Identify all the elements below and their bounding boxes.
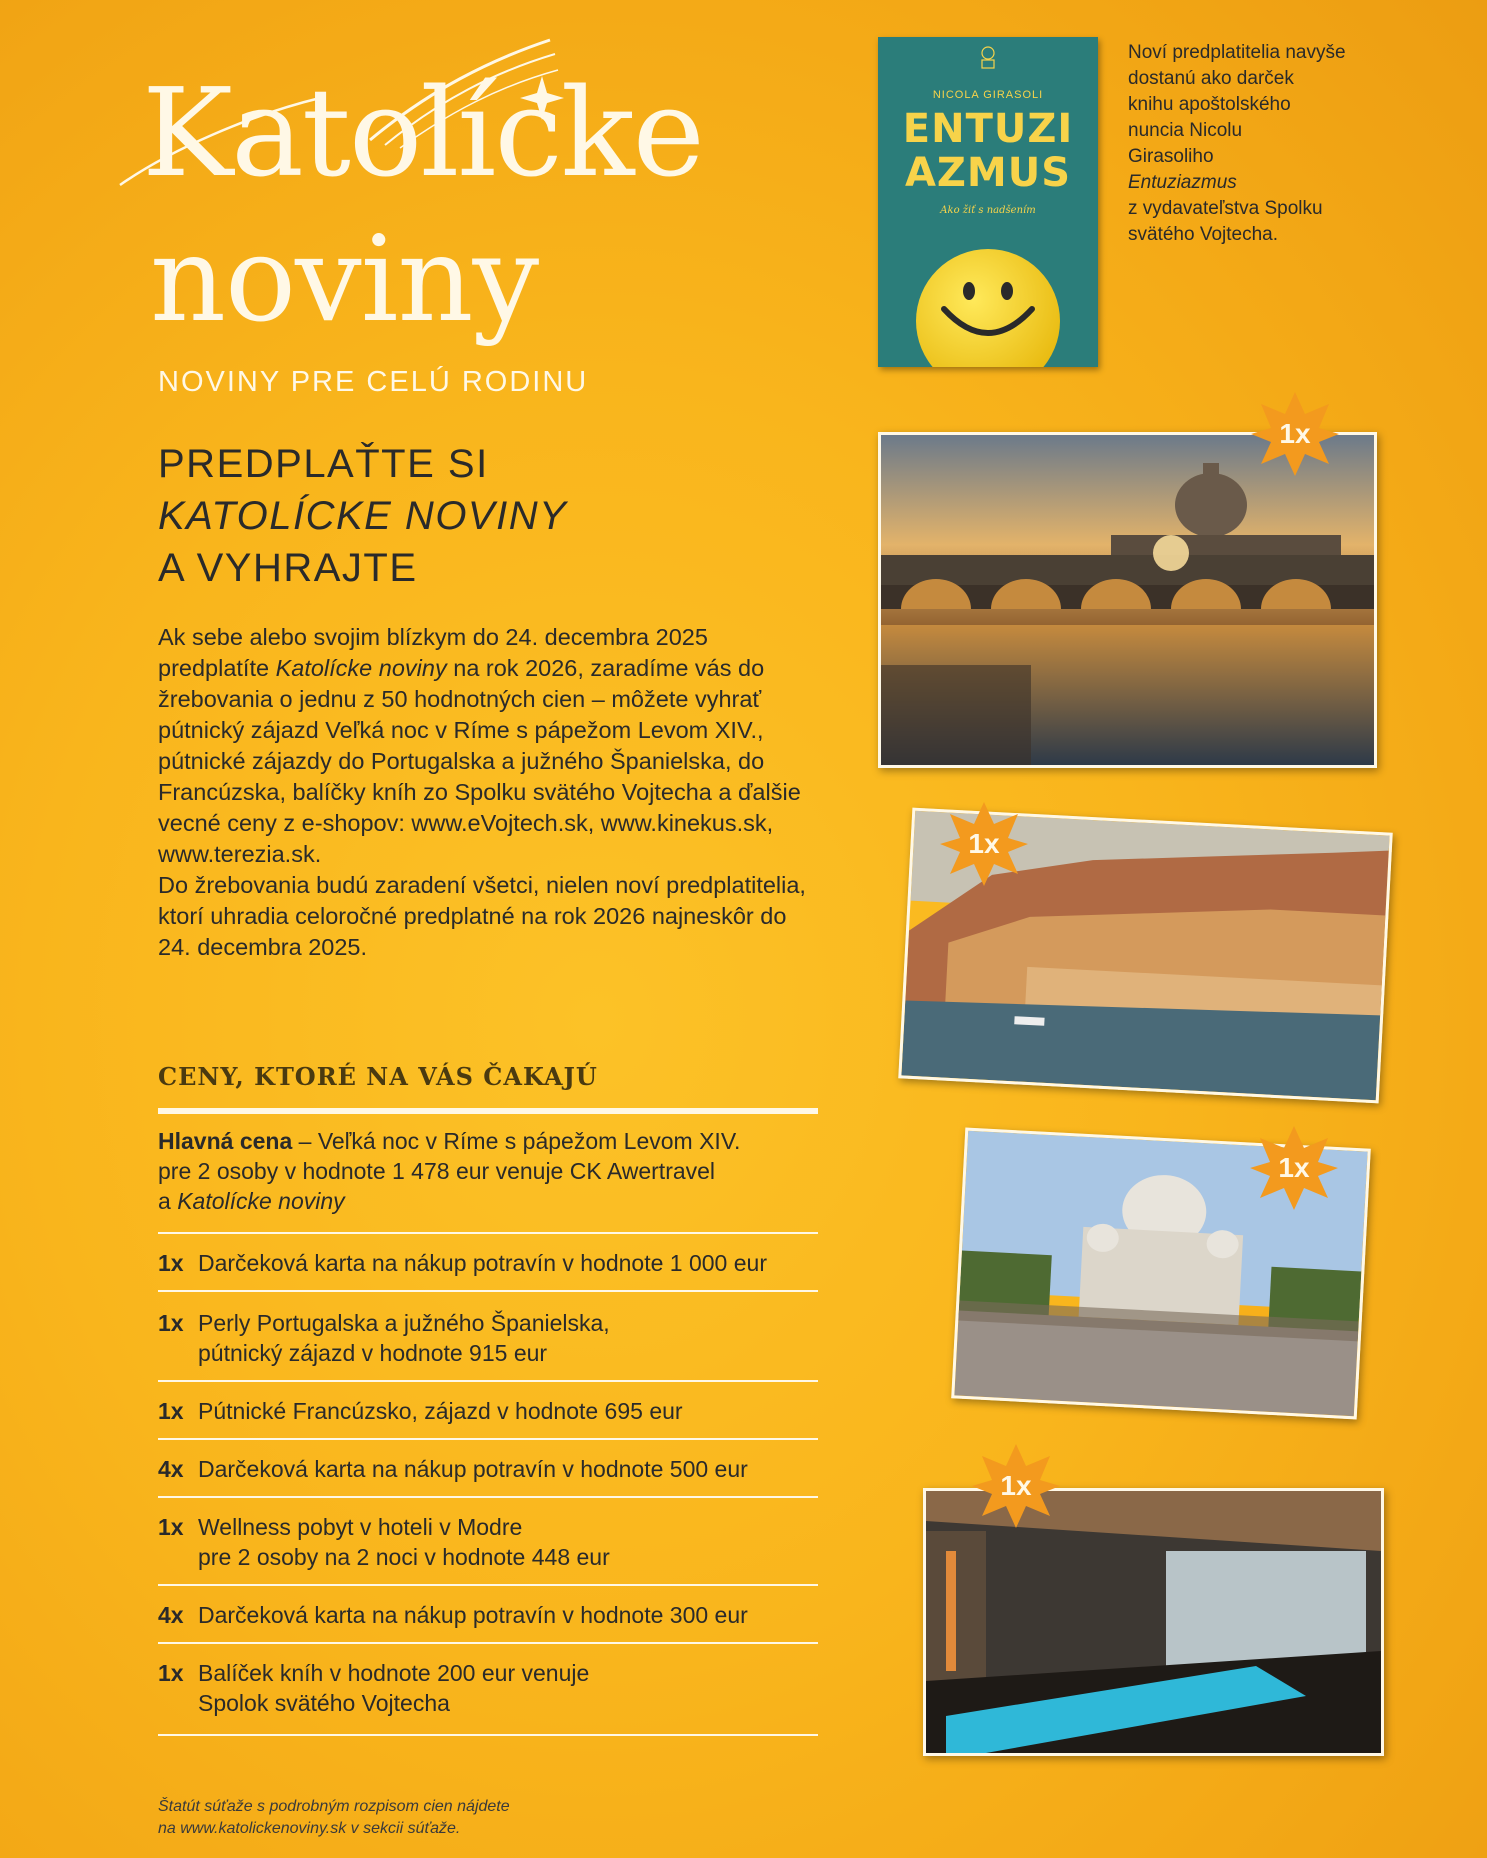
quantity-badge-porto (940, 800, 1028, 888)
masthead-title-line1: Katolícke (142, 62, 703, 204)
prize-text: Perly Portugalska a južného Španielska, (198, 1310, 610, 1336)
book-caption-line5b: Entuziazmus (1128, 172, 1237, 193)
prize-text: Pútnické Francúzsko, zájazd v hodnote 695 eur (198, 1398, 683, 1424)
prize-item (158, 1440, 818, 1498)
footnote-line1: Štatút súťaže s podrobným rozpisom cien nájdete (158, 1798, 510, 1815)
prize-list (158, 1126, 818, 1736)
headline-line2: KATOLÍCKE NOVINY (158, 494, 568, 538)
prize-text-2: pre 2 osoby na 2 noci v hodnote 448 eur (198, 1544, 610, 1570)
footnote-line2: na www.katolickenoviny.sk v sekcii súťaže. (158, 1820, 461, 1837)
book-caption-line5 (1128, 144, 1368, 196)
badge-label: 1x (1000, 1470, 1032, 1501)
prize-qty: 4x (158, 1456, 184, 1482)
prize-item (158, 1644, 818, 1736)
headline-line3: A VYHRAJTE (158, 546, 418, 590)
book-title-line2: AZMUS (904, 150, 1072, 196)
book-cover (878, 37, 1098, 367)
quantity-badge-rome (1251, 390, 1339, 478)
prize-qty: 4x (158, 1602, 184, 1628)
intro-text (158, 622, 818, 963)
prize-qty: 1x (158, 1398, 184, 1424)
book-caption-line7: svätého Vojtecha. (1128, 224, 1278, 245)
prize-text-2: Spolok svätého Vojtecha (198, 1690, 450, 1716)
prize-item (158, 1234, 818, 1292)
main-prize-text-1: – Veľká noc v Ríme s pápežom Levom XIV. (292, 1128, 741, 1154)
prize-qty: 1x (158, 1514, 184, 1540)
prize-qty: 1x (158, 1250, 184, 1276)
prize-text: Darčeková karta na nákup potravín v hodnote 1 000 eur (198, 1250, 767, 1276)
quantity-badge-wellness (972, 1442, 1060, 1530)
quantity-badge-paris (1250, 1124, 1338, 1212)
headline (158, 438, 758, 594)
book-title (878, 107, 1098, 195)
badge-label: 1x (1278, 1152, 1310, 1183)
prize-item (158, 1498, 818, 1586)
book-caption-line1: Noví predplatitelia navyše (1128, 42, 1346, 63)
intro-p1-a: Ak sebe alebo svojim blízkym do 24. decembra 2025 predplatíte (158, 624, 708, 681)
prize-qty: 1x (158, 1310, 184, 1336)
intro-p1-italic: Katolícke noviny (275, 655, 447, 681)
footnote (158, 1796, 658, 1840)
main-prize-text-2: pre 2 osoby v hodnote 1 478 eur venuje CK Awertravel (158, 1158, 716, 1184)
prize-text-2: pútnický zájazd v hodnote 915 eur (198, 1340, 548, 1366)
smiley-icon (914, 247, 1062, 367)
book-title-line1: ENTUZI (902, 106, 1074, 152)
book-caption-line4: nuncia Nicolu (1128, 120, 1243, 141)
masthead-title-line2: noviny (150, 210, 539, 348)
intro-p1-b: na rok 2026, zaradíme vás do žrebovania o jednu z 50 hodnotných cien – môžete vyhrať pútnický zájazd Veľká noc v Ríme s pápežom Levom XIV., pútnické zájazdy do Portugalska a južného Španielska, do Francúzska, balíčky kníh zo Spolku svätého Vojtecha a ďalšie vecné ceny z e-shopov: www.eVojtech.sk, www.kinekus.sk, www.terezia.sk. (158, 655, 801, 867)
book-caption-line5a: Girasoliho (1128, 146, 1214, 167)
prize-text: Darčeková karta na nákup potravín v hodnote 500 eur (198, 1456, 748, 1482)
prize-item (158, 1292, 818, 1382)
main-prize-text-3b: Katolícke noviny (177, 1188, 345, 1214)
main-prize-text-3a: a (158, 1188, 178, 1214)
book-author: NICOLA GIRASOLI (932, 89, 1044, 101)
headline-line1: PREDPLAŤTE SI (158, 442, 489, 486)
intro-paragraph-2: Do žrebovania budú zaradení všetci, nielen noví predplatitelia, ktorí uhradia celoročné predplatné na rok 2026 najneskôr do 24. decembra 2025. (158, 872, 806, 960)
prize-item (158, 1586, 818, 1644)
photo-rome (878, 432, 1377, 768)
intro-paragraph-1 (158, 622, 818, 870)
prizes-title: CENY, KTORÉ NA VÁS ČAKAJÚ (158, 1062, 598, 1091)
book-caption-line2: dostanú ako darček (1128, 68, 1294, 89)
masthead-tagline: NOVINY PRE CELÚ RODINU (158, 366, 589, 398)
badge-label: 1x (968, 828, 1000, 859)
prize-text: Balíček kníh v hodnote 200 eur venuje (198, 1660, 590, 1686)
prize-qty: 1x (158, 1660, 184, 1686)
book-caption-line3: knihu apoštolského (1128, 94, 1291, 115)
book-caption-line6: z vydavateľstva Spolku (1128, 198, 1323, 219)
prize-item (158, 1382, 818, 1440)
prize-text: Darčeková karta na nákup potravín v hodnote 300 eur (198, 1602, 748, 1628)
book-caption (1128, 40, 1368, 248)
badge-label: 1x (1279, 418, 1311, 449)
prizes-divider (158, 1108, 818, 1114)
book-subtitle: Ako žiť s nadšením (940, 205, 1036, 216)
main-prize-label: Hlavná cena (158, 1128, 293, 1154)
publisher-emblem-icon (974, 43, 1002, 71)
main-prize (158, 1126, 818, 1234)
prize-text: Wellness pobyt v hoteli v Modre (198, 1514, 523, 1540)
